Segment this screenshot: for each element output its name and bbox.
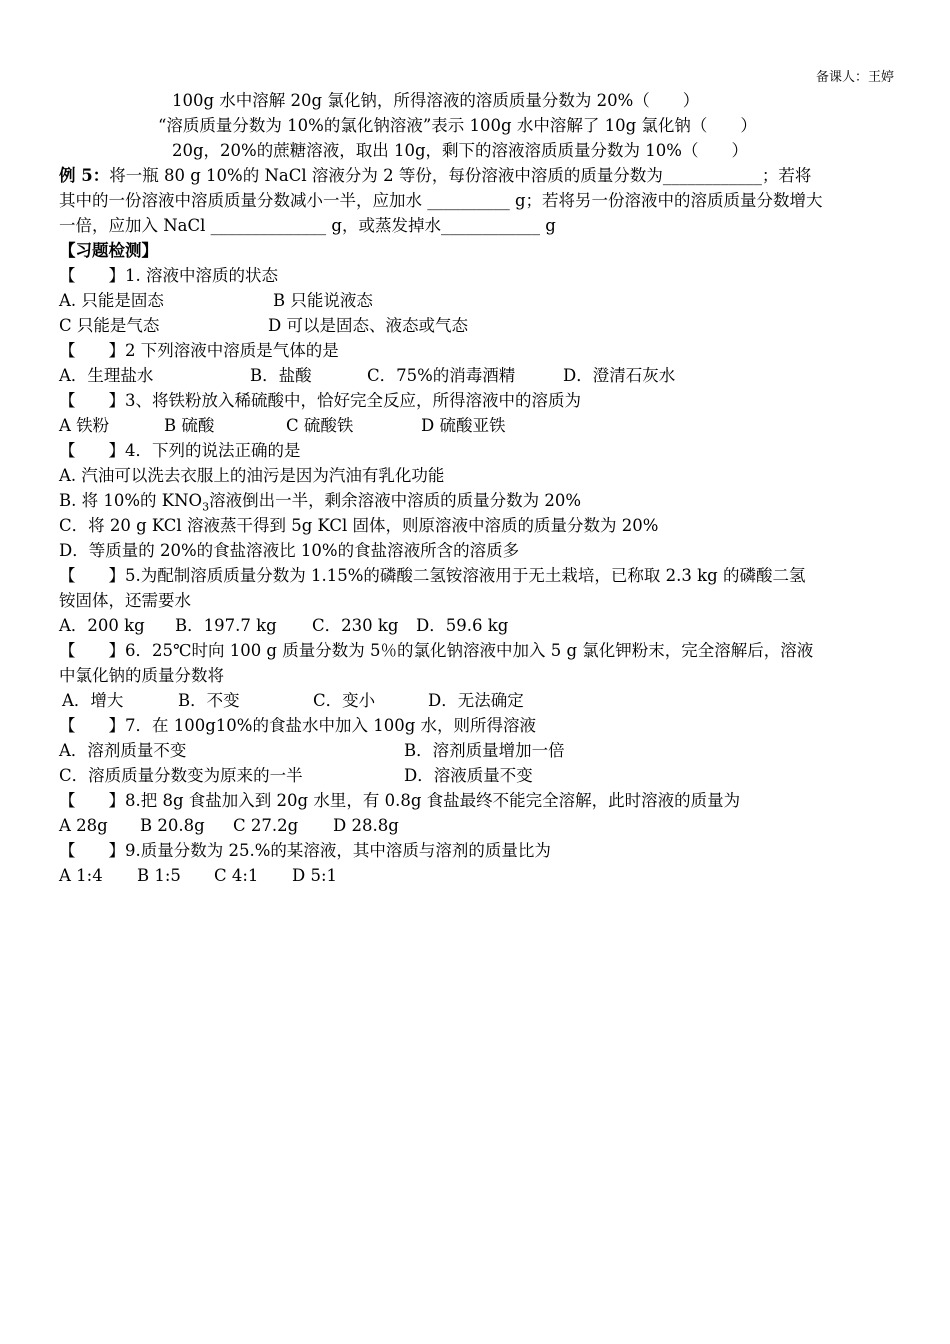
question-5-option-d: D．59.6 kg xyxy=(416,616,509,635)
question-3-option-c: C 硫酸铁 xyxy=(286,416,354,435)
question-3-option-b: B 硫酸 xyxy=(164,416,215,435)
question-1-option-b: B 只能说液态 xyxy=(273,291,373,310)
question-6-stem-2: 中氯化钠的质量分数将 xyxy=(59,666,224,685)
question-8-option-d: D 28.8g xyxy=(333,816,399,835)
question-6-option-b: B．不变 xyxy=(178,691,240,710)
question-7-option-c: C．溶质质量分数变为原来的一半 xyxy=(59,766,303,785)
question-3-option-a: A 铁粉 xyxy=(59,416,110,435)
question-6-stem-1: 【 】6．25℃时向 100 g 质量分数为 5％的氯化钠溶液中加入 5 g 氯化钾粉末，完全溶解后，溶液 xyxy=(59,641,814,660)
question-2-stem: 【 】2 下列溶液中溶质是气体的是 xyxy=(59,341,339,360)
question-4-option-d: D．等质量的 20%的食盐溶液比 10%的食盐溶液所含的溶质多 xyxy=(59,541,520,560)
question-1-option-a: A. 只能是固态 xyxy=(59,291,164,310)
question-9-option-b: B 1:5 xyxy=(137,866,181,885)
question-6-option-a: A．增大 xyxy=(62,691,124,710)
question-2-option-d: D．澄清石灰水 xyxy=(563,366,676,385)
question-3-option-d: D 硫酸亚铁 xyxy=(421,416,506,435)
question-1-option-c: C 只能是气态 xyxy=(59,316,160,335)
question-5-option-c: C．230 kg xyxy=(312,616,399,635)
question-9-stem: 【 】9.质量分数为 25.%的某溶液，其中溶质与溶剂的质量比为 xyxy=(59,841,551,860)
question-8-option-b: B 20.8g xyxy=(140,816,205,835)
question-5-stem-2: 铵固体，还需要水 xyxy=(59,591,191,610)
question-6-option-c: C．变小 xyxy=(313,691,376,710)
question-5-stem-1: 【 】5.为配制溶质质量分数为 1.15%的磷酸二氢铵溶液用于无土栽培，已称取 2.3 kg 的磷酸二氢 xyxy=(59,566,806,585)
preparer-header: 备课人：王婷 xyxy=(815,70,894,85)
question-8-option-c: C 27.2g xyxy=(233,816,299,835)
question-7-option-a: A．溶剂质量不变 xyxy=(59,741,187,760)
question-8-option-a: A 28g xyxy=(59,816,108,835)
question-2-option-c: C．75%的消毒酒精 xyxy=(367,366,516,385)
question-9-option-c: C 4:1 xyxy=(214,866,259,885)
question-1-option-d: D 可以是固态、液态或气态 xyxy=(268,316,468,335)
question-4-option-c: C．将 20 g KCl 溶液蒸干得到 5g KCl 固体，则原溶液中溶质的质量分数为 20% xyxy=(59,516,659,535)
question-8-stem: 【 】8.把 8g 食盐加入到 20g 水里，有 0.8g 食盐最终不能完全溶解，此时溶液的质量为 xyxy=(59,791,741,810)
question-9-option-d: D 5:1 xyxy=(292,866,338,885)
question-5-option-b: B．197.7 kg xyxy=(175,616,277,635)
judgement-1: 100g 水中溶解 20g 氯化钠，所得溶液的溶质质量分数为 20%（ ） xyxy=(172,91,700,110)
question-1-stem: 【 】1. 溶液中溶质的状态 xyxy=(59,266,278,285)
example-5-text-1: 将一瓶 80 g 10%的 NaCl 溶液分为 2 等份，每份溶液中溶质的质量分数为____________；若将 xyxy=(109,166,812,185)
question-4-option-a: A. 汽油可以洗去衣服上的油污是因为汽油有乳化功能 xyxy=(59,466,445,485)
judgement-2: “溶质质量分数为 10%的氯化钠溶液”表示 100g 水中溶解了 10g 氯化钠（ ） xyxy=(158,116,757,135)
example-5-line-3: 一倍，应加入 NaCl ______________ g，或蒸发掉水____________ g xyxy=(59,216,556,235)
example-5-line-1 xyxy=(59,163,811,188)
question-2-option-a: A．生理盐水 xyxy=(59,366,154,385)
question-6-option-d: D．无法确定 xyxy=(428,691,524,710)
question-4-option-b-prefix: B. 将 10%的 KNO xyxy=(59,491,203,510)
question-4-stem: 【 】4．下列的说法正确的是 xyxy=(59,441,301,460)
question-7-option-b: B．溶剂质量增加一倍 xyxy=(404,741,565,760)
question-4-option-b-subscript: 3 xyxy=(202,500,210,514)
example-5-label: 例 5： xyxy=(59,166,110,185)
question-4-option-b-suffix: 溶液倒出一半，剩余溶液中溶质的质量分数为 20% xyxy=(209,491,581,510)
example-5-line-2: 其中的一份溶液中溶质质量分数减小一半，应加水 __________ g；若将另一份溶液中的溶质质量分数增大 xyxy=(59,191,823,210)
question-7-option-d: D．溶液质量不变 xyxy=(404,766,533,785)
section-title: 【习题检测】 xyxy=(59,241,158,260)
question-3-stem: 【 】3、将铁粉放入稀硫酸中，恰好完全反应，所得溶液中的溶质为 xyxy=(59,391,581,410)
question-5-option-a: A．200 kg xyxy=(59,616,145,635)
question-2-option-b: B．盐酸 xyxy=(250,366,312,385)
question-9-option-a: A 1:4 xyxy=(59,866,103,885)
question-7-stem: 【 】7．在 100g10%的食盐水中加入 100g 水，则所得溶液 xyxy=(59,716,537,735)
judgement-3: 20g，20%的蔗糖溶液，取出 10g，剩下的溶液溶质质量分数为 10%（ ） xyxy=(172,141,748,160)
